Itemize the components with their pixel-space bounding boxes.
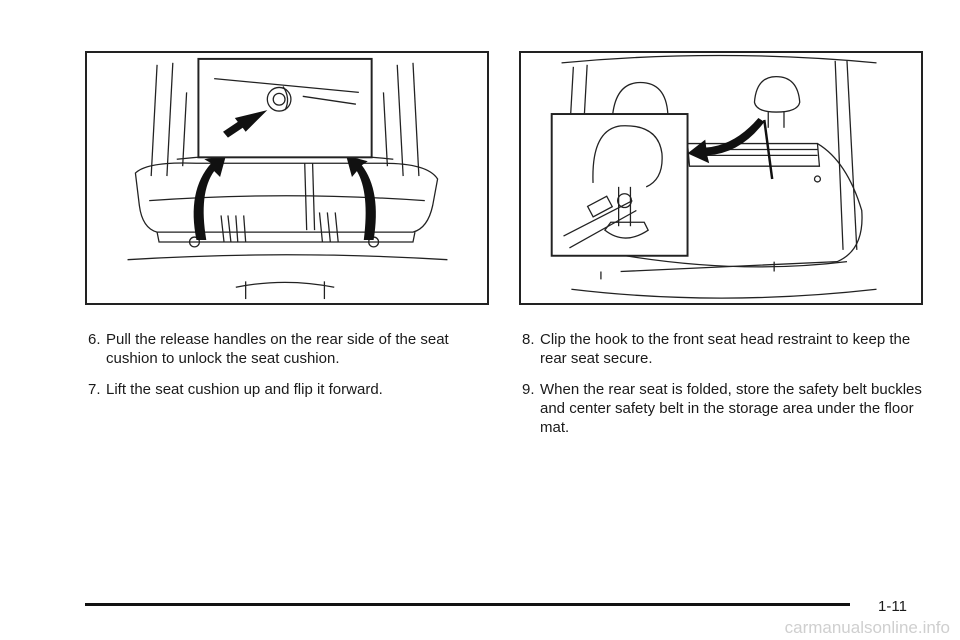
footer-rule [85,603,850,606]
step-number: 8. [522,331,535,348]
step-6 [88,330,492,368]
seat-cushion-illustration [87,53,487,303]
instructions-right-column [522,330,926,449]
step-number: 7. [88,381,101,398]
step-text: When the rear seat is folded, store the safety belt buckles and center safety belt in the storage area under the floor mat. [540,381,922,436]
step-text: Pull the release handles on the rear side of the seat cushion to unlock the seat cushion. [106,331,449,367]
step-text: Lift the seat cushion up and flip it forward. [106,381,383,398]
instructions-left-column [88,330,492,411]
step-8 [522,330,926,368]
step-9 [522,380,926,437]
step-7 [88,380,492,399]
page-number: 1-11 [878,598,907,615]
step-number: 9. [522,381,535,398]
step-text: Clip the hook to the front seat head restraint to keep the rear seat secure. [540,331,911,367]
seat-hook-illustration [521,53,921,303]
figure-rear-seat-cushion-release [85,51,489,305]
watermark: carmanualsonline.info [784,618,950,637]
step-number: 6. [88,331,101,348]
figure-rear-seat-hook [519,51,923,305]
